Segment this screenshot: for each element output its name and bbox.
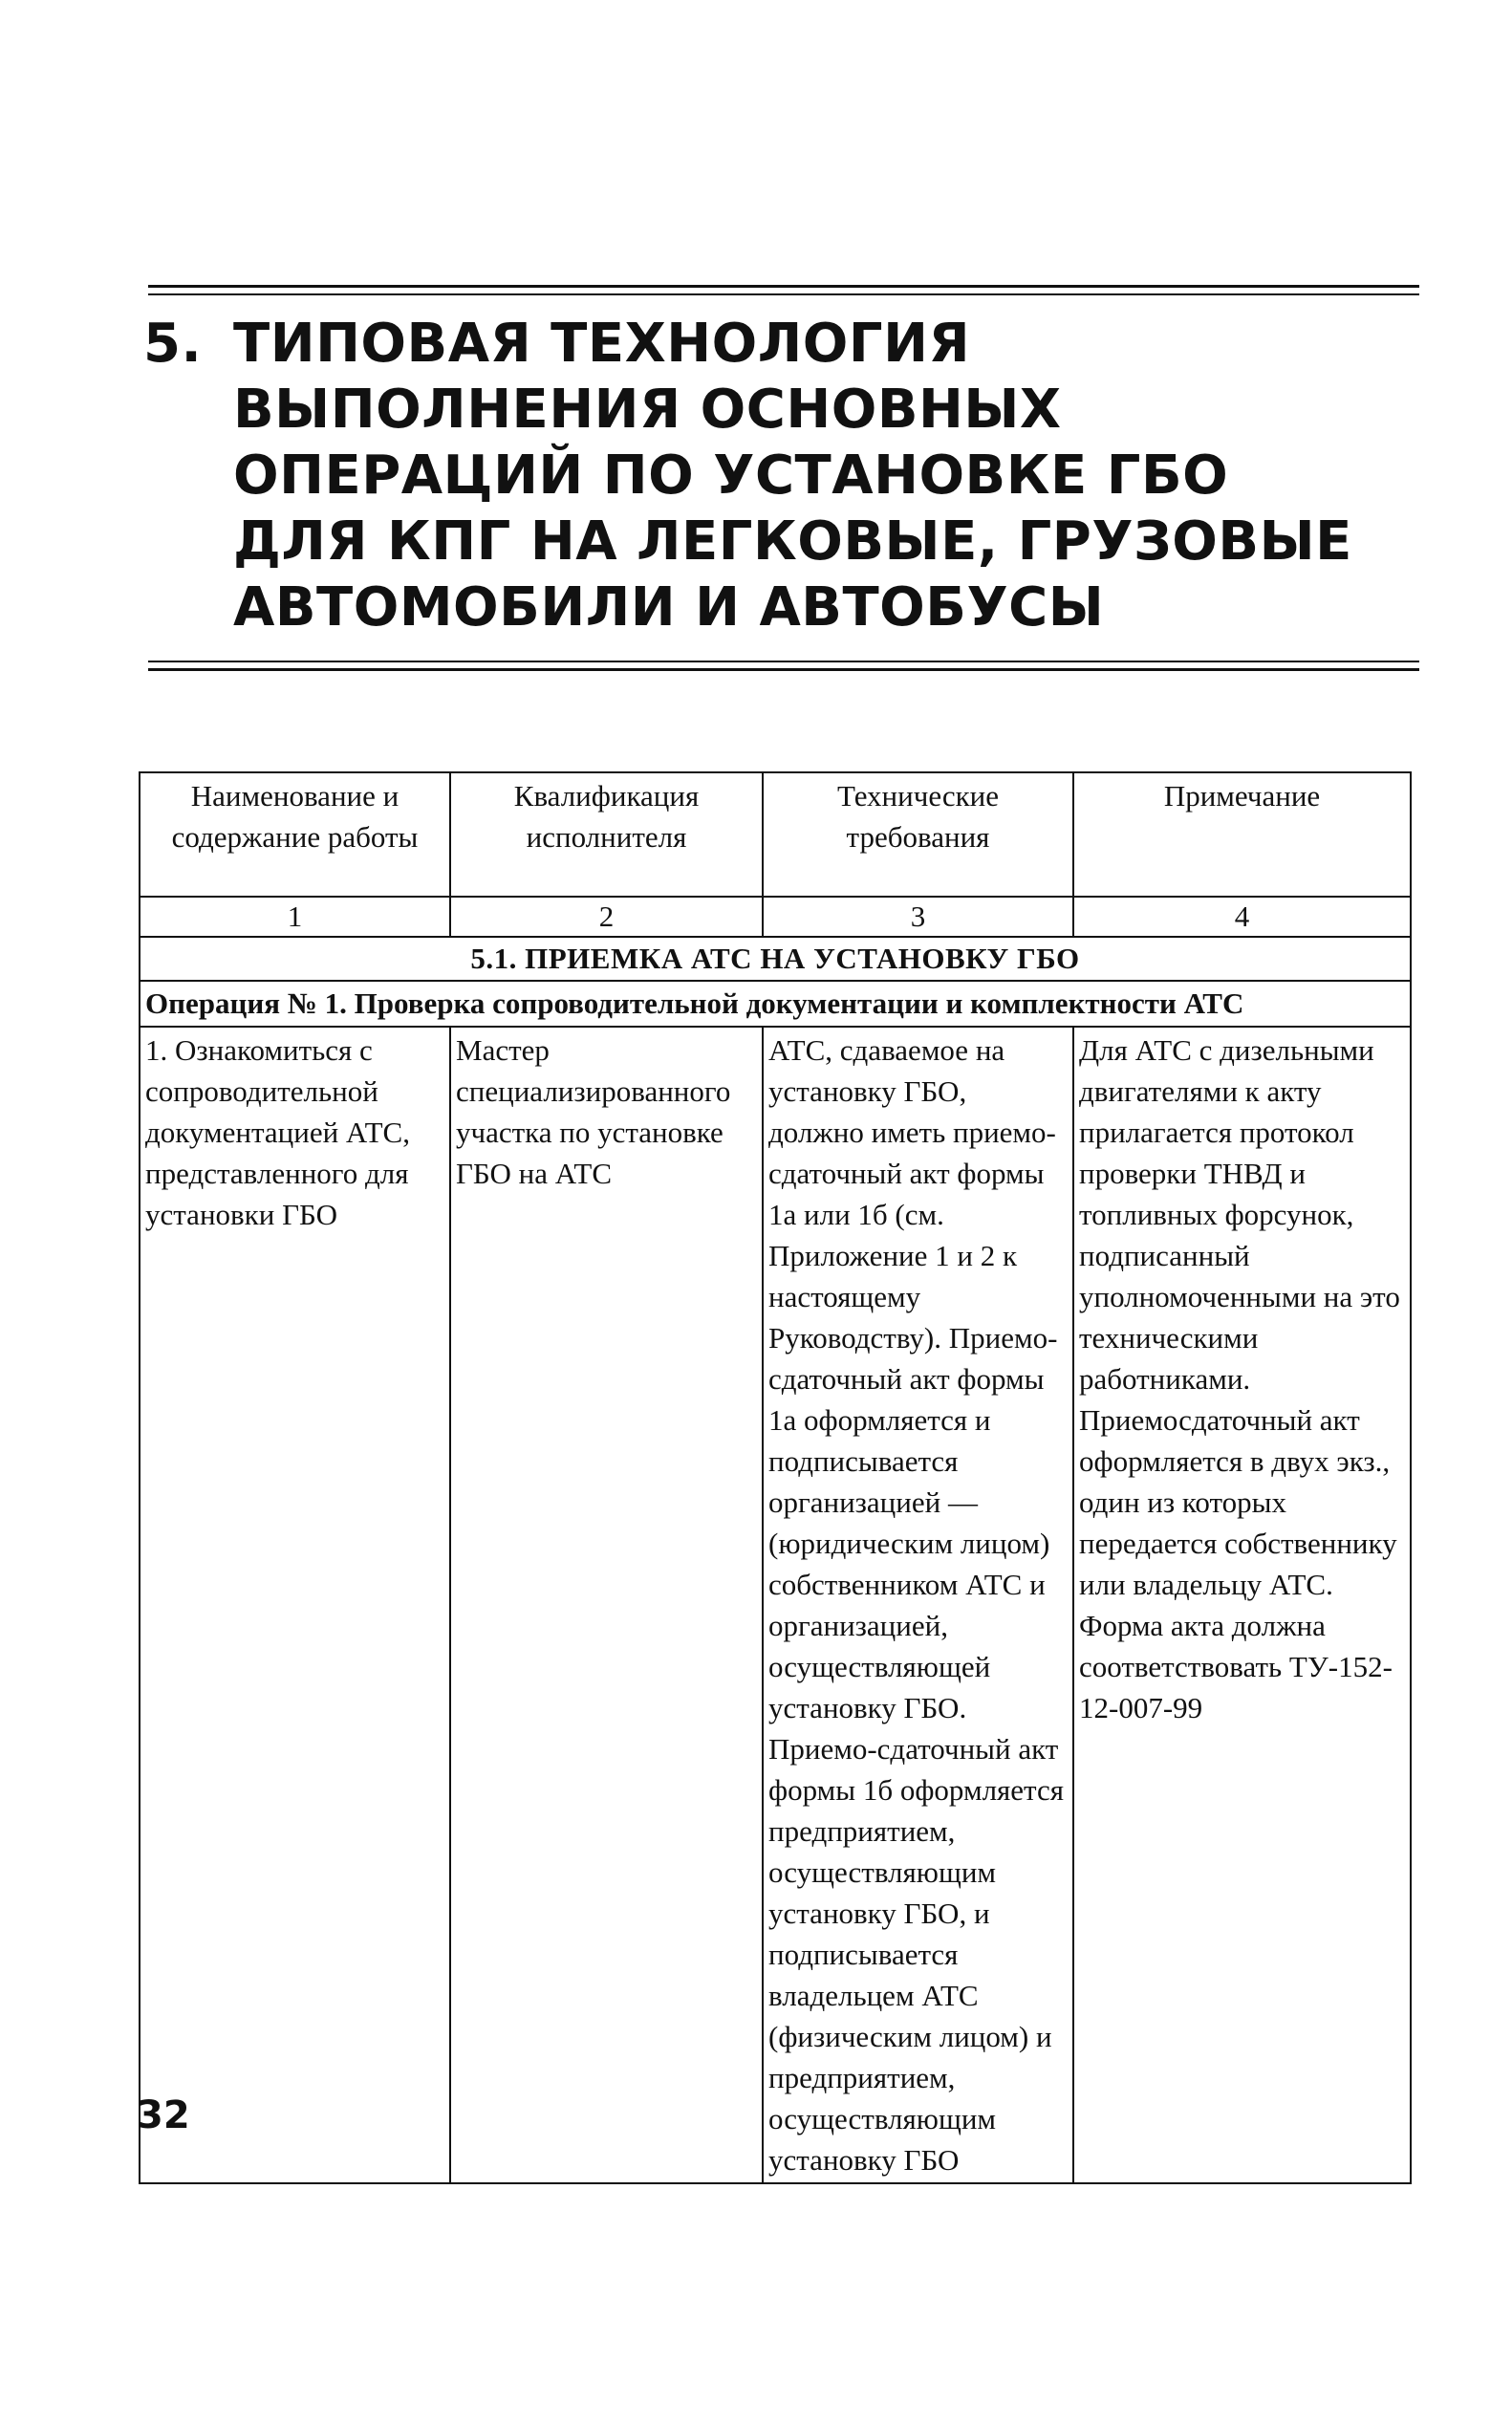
performer-text: Мастер специализированного участка по установке ГБО на АТС <box>456 1033 731 1190</box>
top-rule-thick <box>148 285 1419 288</box>
work-cell <box>140 1027 450 2183</box>
column-number: 3 <box>763 897 1073 937</box>
requirements-cell <box>763 1027 1073 2183</box>
bottom-rule-thin <box>148 661 1419 662</box>
column-number: 2 <box>450 897 763 937</box>
table-header-row <box>140 772 1411 897</box>
chapter-title-line: ДЛЯ КПГ НА ЛЕГКОВЫЕ, ГРУЗОВЫЕ <box>233 510 1352 573</box>
chapter-title <box>233 311 1424 640</box>
column-number: 1 <box>140 897 450 937</box>
section-row <box>140 937 1411 981</box>
header-cell-note: Примечание <box>1073 772 1411 897</box>
section-title: 5.1. ПРИЕМКА АТС НА УСТАНОВКУ ГБО <box>140 937 1411 981</box>
performer-cell <box>450 1027 763 2183</box>
column-number-row <box>140 897 1411 937</box>
chapter-heading <box>143 311 1424 640</box>
operation-row <box>140 981 1411 1027</box>
work-text: 1. Ознакомиться с сопроводительной документацией АТС, представленного для установки ГБО <box>145 1033 410 1231</box>
note-text: Для АТС с дизельными двигателями к акту прилагается протокол проверки ТНВД и топливных форсунок, подписанный уполномоченными на это техническими работниками. Приемосдаточный акт оформляется в двух экз., один из которых передается собственнику или владельцу АТС. Форма акта должна соответствовать ТУ-152-12-007-99 <box>1079 1033 1400 1724</box>
chapter-number: 5. <box>143 313 203 375</box>
chapter-title-line: ТИПОВАЯ ТЕХНОЛОГИЯ <box>233 313 971 375</box>
bottom-rule-thick <box>148 668 1419 671</box>
requirements-text: АТС, сдаваемое на установку ГБО, должно иметь приемо-сдаточный акт формы 1а или 1б (см. Приложение 1 и 2 к настоящему Руководству). Приемо-сдаточный акт формы 1а оформляется и подписывается организацией — (юридическим лицом) собственником АТС и организацией, осуществляющей установку ГБО. Приемо-сдаточный акт формы 1б оформляется предприятием, осуществляющим установку ГБО, и подписывается владельцем АТС (физическим лицом) и предприятием, осуществляющим установку ГБО <box>768 1033 1065 2177</box>
chapter-title-line: ОПЕРАЦИЙ ПО УСТАНОВКЕ ГБО <box>233 444 1229 507</box>
page-number: 32 <box>137 2093 190 2137</box>
chapter-title-line: ВЫПОЛНЕНИЯ ОСНОВНЫХ <box>233 379 1062 441</box>
chapter-title-line: АВТОМОБИЛИ И АВТОБУСЫ <box>233 576 1105 639</box>
header-cell-requirements: Технические требования <box>763 772 1073 897</box>
table-row <box>140 1027 1411 2183</box>
header-cell-performer: Квалификация исполнителя <box>450 772 763 897</box>
note-cell <box>1073 1027 1411 2183</box>
column-number: 4 <box>1073 897 1411 937</box>
top-rule-thin <box>148 293 1419 295</box>
operation-title: Операция № 1. Проверка сопроводительной документации и комплектности АТС <box>140 981 1411 1027</box>
operations-table <box>139 771 1412 2184</box>
header-cell-work: Наименование и содержание работы <box>140 772 450 897</box>
